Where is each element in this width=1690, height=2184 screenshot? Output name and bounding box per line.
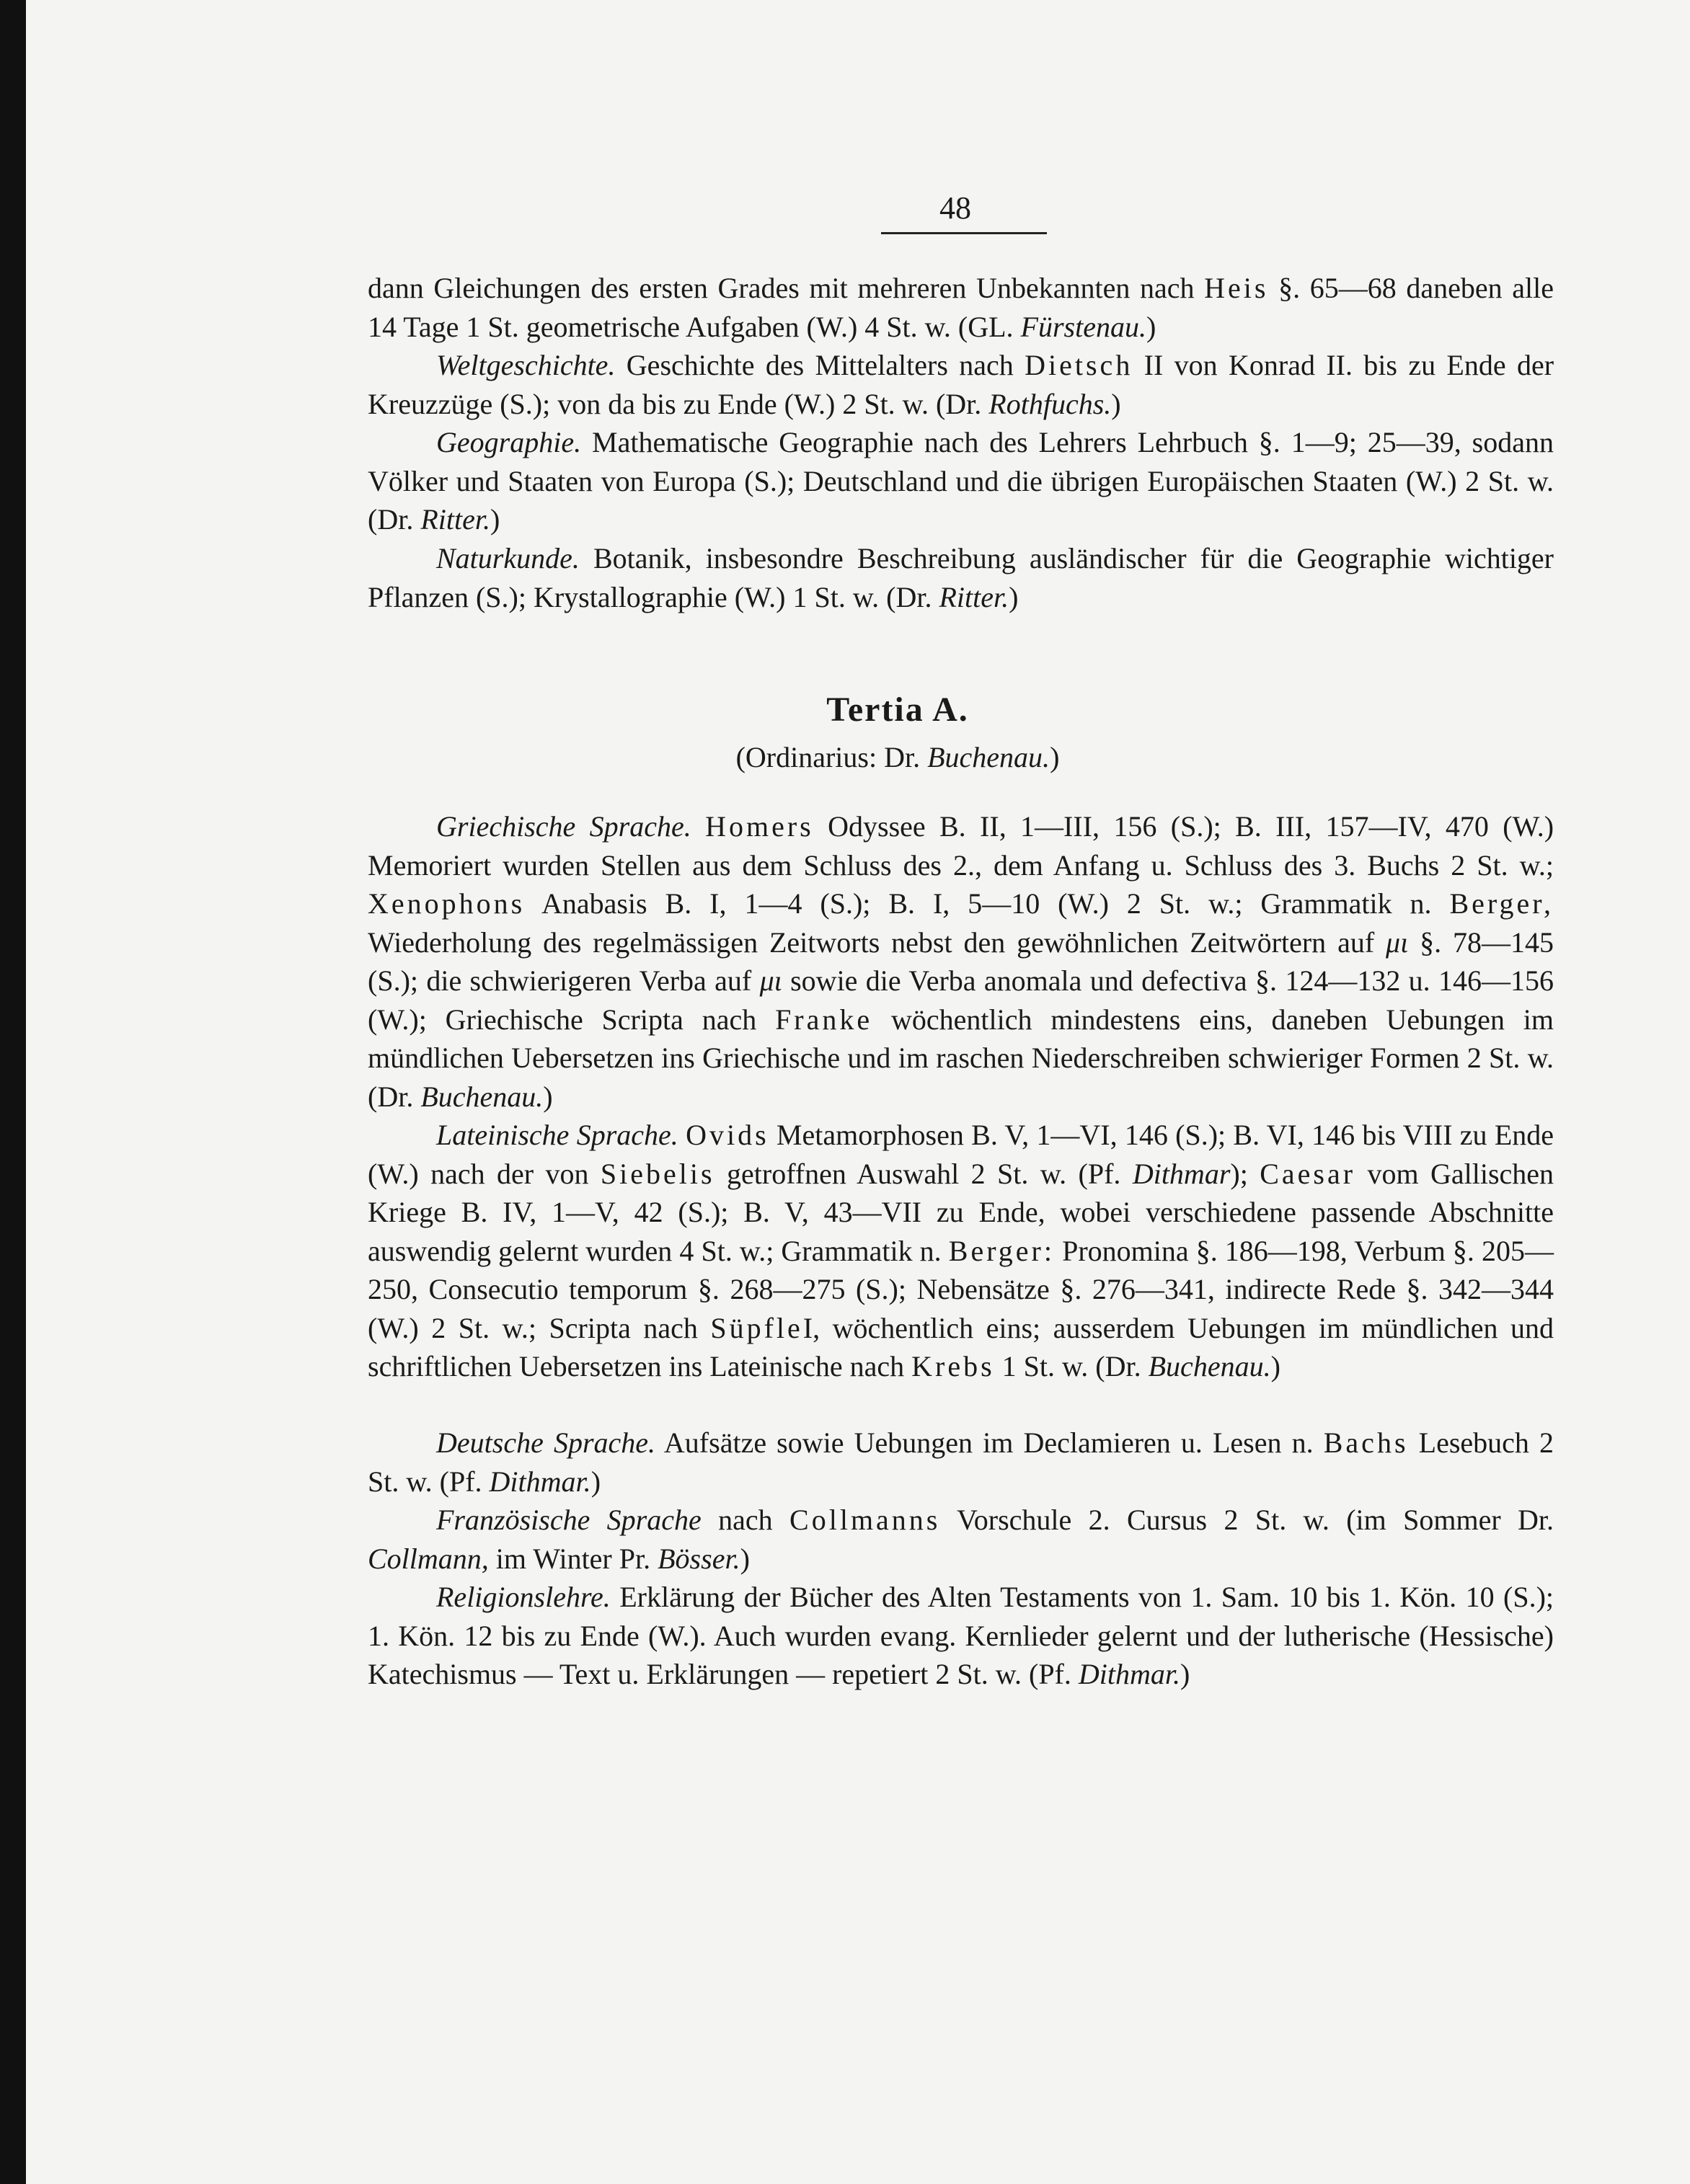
text: ): [543, 1080, 553, 1113]
subject-heading: Französische Sprache: [436, 1504, 702, 1536]
subject-heading: Naturkunde.: [436, 542, 580, 574]
teacher-name: Dithmar: [1132, 1157, 1231, 1190]
text: ): [490, 503, 500, 536]
text: II von Konrad II. bis zu Ende der Kreuzzüge (S.); von da bis zu Ende (W.) 2 St. w. (Dr.: [368, 349, 1554, 420]
teacher-name: Buchenau.: [927, 741, 1050, 773]
teacher-name: Buchenau.: [1148, 1350, 1271, 1382]
text: ): [1180, 1658, 1190, 1690]
text: §. 78—145 (S.); die schwierigeren Verba auf: [368, 925, 1554, 997]
text: Lesebuch 2 St. w. (Pf.: [368, 1426, 1554, 1498]
teacher-name: Fürstenau.: [1020, 310, 1146, 343]
paragraph-franzoesisch: [368, 1501, 1554, 1578]
teacher-name: Ritter.: [939, 580, 1009, 613]
text: im Winter Pr.: [495, 1542, 651, 1575]
author-name: Caesar: [1260, 1157, 1356, 1190]
text: ): [1111, 387, 1121, 420]
author-name: Xenophons: [368, 887, 526, 920]
author-name: Homers: [705, 810, 814, 843]
text: Pronomina §. 186—198, Verbum §. 205—250, Consecutio temporum §. 268—275 (S.); Nebensätze §. 276—341, indirecte Rede §. 342—344 (W.) 2 St. w.; Scripta nach: [368, 1234, 1554, 1344]
teacher-name: Dithmar.: [489, 1465, 591, 1498]
author-name: Collmanns: [789, 1504, 941, 1536]
text: Wiederholung des regelmässigen Zeitworts nebst den gewöhnlichen Zeitwörtern auf: [368, 925, 1375, 959]
text: nach: [718, 1504, 773, 1536]
teacher-name: Rothfuchs.: [988, 387, 1112, 420]
text: ): [1270, 1350, 1280, 1382]
text: ): [1146, 310, 1156, 343]
author-name: Ovids: [686, 1119, 769, 1151]
author-name: Krebs: [911, 1350, 995, 1382]
text: ): [1009, 580, 1019, 613]
text: 1 St. w. (Dr.: [1001, 1350, 1141, 1382]
author-name: Bachs: [1323, 1426, 1409, 1459]
page-number-rule: [881, 232, 1047, 234]
text: );: [1230, 1157, 1248, 1190]
text: Odyssee B. II, 1—III, 156 (S.); B. III, 157—IV, 470 (W.) Memoriert wurden Stellen aus dem Schluss des 2., dem Anfang u. Schluss des 3. Buchs 2 St. w.;: [368, 810, 1554, 882]
text: Aufsätze sowie Uebungen im Declamieren u. Lesen n.: [663, 1426, 1314, 1459]
subject-heading: Weltgeschichte.: [436, 349, 616, 381]
teacher-name: Buchenau.: [420, 1080, 544, 1113]
subject-heading: Religionslehre.: [436, 1581, 611, 1613]
author-name: Berger:: [948, 1234, 1055, 1267]
text: I, wöchentlich eins; ausserdem Uebungen im mündlichen und schriftlichen Uebersetzen ins Lateinische nach: [368, 1311, 1554, 1382]
text: Anabasis B. I, 1—4 (S.); B. I, 5—10 (W.) 2 St. w.; Grammatik n.: [541, 887, 1432, 920]
subject-heading: Geographie.: [436, 426, 582, 458]
greek-text: μι: [1386, 925, 1409, 959]
page-number: 48: [939, 190, 971, 226]
author-name: Dietsch: [1025, 349, 1133, 381]
author-name: Süpfle: [710, 1311, 803, 1344]
teacher-name: Dithmar.: [1078, 1658, 1181, 1690]
paragraph-griechisch: [368, 807, 1554, 1116]
text: dann Gleichungen des ersten Grades mit mehreren Unbekannten nach: [368, 272, 1195, 304]
teacher-name: Bösser.: [658, 1542, 740, 1575]
section-subtitle: [649, 739, 1146, 776]
text: ): [590, 1465, 601, 1498]
text: (Ordinarius: Dr.: [735, 741, 921, 773]
paragraph-religion: [368, 1578, 1554, 1694]
text: §. 65—68 daneben alle 14 Tage 1 St. geometrische Aufgaben (W.) 4 St. w. (GL.: [368, 272, 1554, 343]
paragraph-deutsch: [368, 1424, 1554, 1501]
text: Geschichte des Mittelalters nach: [626, 349, 1014, 381]
text: Mathematische Geographie nach des Lehrers Lehrbuch §. 1—9; 25—39, sodann Völker und Staaten von Europa (S.); Deutschland und die übrigen Europäischen Staaten (W.) 2 St. w. (Dr.: [368, 426, 1554, 536]
paragraph-geographie: [368, 423, 1554, 539]
paragraph-mathematik: [368, 269, 1554, 346]
teacher-name: Collmann,: [368, 1542, 489, 1575]
text: Erklärung der Bücher des Alten Testaments von 1. Sam. 10 bis 1. Kön. 10 (S.); 1. Kön. 12 bis zu Ende (W.). Auch wurden evang. Kernlieder gelernt und der lutherische (Hessische) Katechismus — Text u. Erklärungen — repetiert 2 St. w. (Pf.: [368, 1581, 1554, 1690]
text: Metamorphosen B. V, 1—VI, 146 (S.); B. VI, 146 bis VIII zu Ende (W.) nach der von: [368, 1119, 1554, 1190]
text: vom Gallischen Kriege B. IV, 1—V, 42 (S.); B. V, 43—VII zu Ende, wobei verschiedene passende Abschnitte auswendig gelernt wurden 4 St. w.; Grammatik n.: [368, 1157, 1554, 1267]
text: ): [740, 1542, 750, 1575]
subject-heading: Griechische Sprache.: [436, 810, 691, 843]
text: Botanik, insbesondre Beschreibung ausländischer für die Geographie wichtiger Pflanzen (S.); Krystallographie (W.) 1 St. w. (Dr.: [368, 542, 1554, 613]
text: sowie die Verba anomala und defectiva §. 124—132 u. 146—156 (W.); Griechische Scripta nach: [368, 964, 1554, 1036]
text: getroffnen Auswahl 2 St. w. (Pf.: [727, 1157, 1121, 1190]
subject-heading: Deutsche Sprache.: [436, 1426, 656, 1459]
author-name: Heis: [1204, 272, 1269, 304]
paragraph-naturkunde: [368, 539, 1554, 616]
subject-heading: Lateinische Sprache.: [436, 1119, 678, 1151]
text: wöchentlich mindestens eins, daneben Uebungen im mündlichen Uebersetzen ins Griechische und im raschen Niederschreiben schwieriger Formen 2 St. w. (Dr.: [368, 1003, 1554, 1113]
paragraph-lateinisch: [368, 1116, 1554, 1386]
text: Vorschule 2. Cursus 2 St. w. (im Sommer Dr.: [957, 1504, 1554, 1536]
section-title: Tertia A.: [826, 691, 969, 729]
text: ): [1050, 741, 1060, 773]
author-name: Berger,: [1449, 887, 1554, 920]
author-name: Franke: [775, 1003, 873, 1036]
teacher-name: Ritter.: [420, 503, 490, 536]
greek-text: μι: [759, 964, 782, 997]
author-name: Siebelis: [600, 1157, 715, 1190]
paragraph-weltgeschichte: [368, 346, 1554, 423]
